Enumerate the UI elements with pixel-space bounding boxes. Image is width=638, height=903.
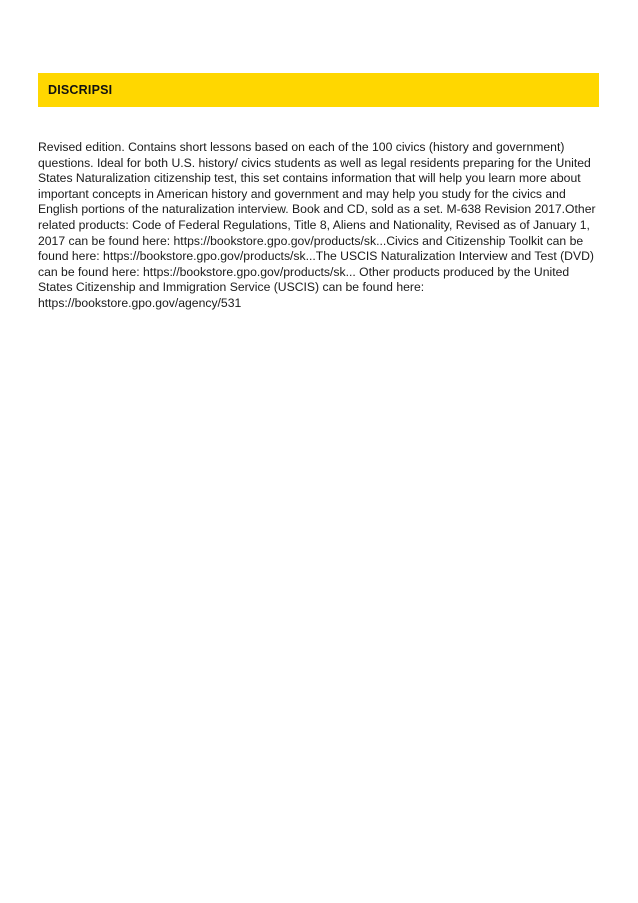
section-header-bar xyxy=(38,73,599,107)
description-text: Revised edition. Contains short lessons based on each of the 100 civics (history and government) questions. Ideal for both U.S. history/ civics students as well as legal residents preparing for the United States Naturalization citizenship test, this set contains information that will help you learn more about important concepts in American history and government and may help you study for the civics and English portions of the naturalization interview. Book and CD, sold as a set. M-638 Revision 2017.Other related products: Code of Federal Regulations, Title 8, Aliens and Nationality, Revised as of January 1, 2017 can be found here: https://bookstore.gpo.gov/products/sk...Civics and Citizenship Toolkit can be found here: https://bookstore.gpo.gov/products/sk...The USCIS Naturalization Interview and Test (DVD) can be found here: https://bookstore.gpo.gov/products/sk... Other products produced by the United States Citizenship and Immigration Service (USCIS) can be found here: https://bookstore.gpo.gov/agency/531 xyxy=(38,140,596,310)
section-title: DISCRIPSI xyxy=(48,83,113,97)
